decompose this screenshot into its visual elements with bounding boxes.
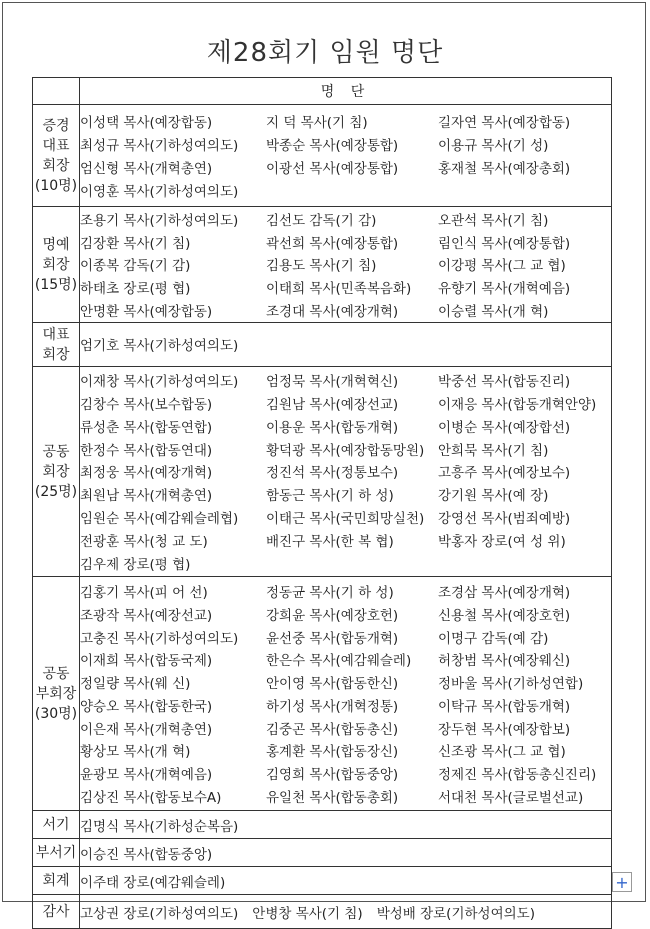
category-label: 부회장 — [35, 685, 77, 702]
member-name: 김명식 목사(기하성순복음) — [80, 818, 239, 835]
name-line — [80, 551, 611, 574]
member-name: 김장환 목사(기 침) — [80, 235, 191, 252]
member-name: 강영선 목사(범죄예방) — [438, 511, 571, 528]
name-line — [80, 415, 611, 438]
member-name: 홍계환 목사(합동장신) — [266, 744, 399, 761]
names-cell — [80, 105, 612, 207]
member-name: 하태초 장로(평 협) — [80, 281, 191, 298]
member-name: 배진구 목사(한 복 협) — [266, 533, 394, 550]
names-cell — [80, 323, 612, 367]
roster-table — [32, 77, 612, 929]
member-name: 류성춘 목사(합동연합) — [80, 419, 213, 436]
category-label: 대표 — [42, 137, 70, 154]
member-name: 조용기 목사(기하성여의도) — [80, 212, 239, 229]
group-row — [33, 367, 612, 577]
name-line — [80, 739, 611, 762]
name-line — [80, 133, 611, 156]
category-label: 명예 — [42, 236, 70, 253]
name-line — [80, 671, 611, 694]
name-line — [80, 716, 611, 739]
member-name: 이재창 목사(기하성여의도) — [80, 374, 239, 391]
member-name: 정제진 목사(합동총신진리) — [438, 767, 597, 784]
member-name: 정동균 목사(기 하 성) — [266, 584, 394, 601]
member-name: 이영훈 목사(기하성여의도) — [80, 183, 239, 200]
member-name: 박중선 목사(합동진리) — [438, 374, 571, 391]
member-name: 한은수 목사(예감웨슬레) — [266, 653, 412, 670]
member-name: 최정웅 목사(예장개혁) — [80, 465, 213, 482]
member-name: 이명구 감독(예 감) — [438, 630, 549, 647]
category-label: 회장 — [42, 463, 70, 480]
member-name: 장두현 목사(예장합보) — [438, 721, 571, 738]
name-line — [80, 253, 611, 276]
name-line — [80, 900, 611, 924]
member-name: 안병창 목사(기 침) — [252, 905, 363, 922]
member-name: 신조광 목사(그 교 협) — [438, 744, 566, 761]
member-name: 황덕광 목사(예장합동망원) — [266, 442, 425, 459]
name-line — [80, 230, 611, 253]
name-line — [80, 110, 611, 133]
name-line — [80, 869, 611, 893]
member-name: 유일천 목사(합동총회) — [266, 790, 399, 807]
member-name: 김중곤 목사(합동총신) — [266, 721, 399, 738]
member-name: 엄기호 목사(기하성여의도) — [80, 338, 239, 355]
member-name: 오관석 목사(기 침) — [438, 212, 549, 229]
group-row — [33, 207, 612, 323]
category-label: (25명) — [34, 483, 78, 500]
name-line — [80, 178, 611, 201]
member-name: 박성배 장로(기하성여의도) — [376, 905, 535, 922]
category-label: (15명) — [34, 276, 78, 293]
name-line — [80, 276, 611, 299]
member-name: 길자연 목사(예장합동) — [438, 115, 571, 132]
name-line — [80, 580, 611, 603]
category-label: (10명) — [34, 177, 78, 194]
member-name: 이병순 목사(예장합선) — [438, 419, 571, 436]
group-row — [33, 105, 612, 207]
member-name: 신용철 목사(예장호헌) — [438, 607, 571, 624]
names-cell — [80, 207, 612, 323]
member-name: 전광훈 목사(청 교 도) — [80, 533, 208, 550]
category-label: 공동 — [42, 665, 70, 682]
names-cell — [80, 811, 612, 839]
category-cell — [33, 367, 80, 577]
member-name: 김원남 목사(예장선교) — [266, 397, 399, 414]
member-name: 하기성 목사(개혁정통) — [266, 698, 399, 715]
category-cell: 서기 — [33, 811, 80, 839]
member-name: 곽선희 목사(예장통합) — [266, 235, 399, 252]
member-name: 황상모 목사(개 혁) — [80, 744, 191, 761]
member-name: 조경삼 목사(예장개혁) — [438, 584, 571, 601]
member-name: 김우제 장로(평 협) — [80, 556, 191, 573]
member-name: 이재희 목사(합동국제) — [80, 653, 213, 670]
category-cell — [33, 323, 80, 367]
member-name: 이태근 목사(국민희망실천) — [266, 511, 425, 528]
member-name: 윤광모 목사(개혁예음) — [80, 767, 213, 784]
member-name: 이태희 목사(민족복음화) — [266, 281, 412, 298]
member-name: 최성규 목사(기하성여의도) — [80, 138, 239, 155]
name-line — [80, 602, 611, 625]
member-name: 한정수 목사(합동연대) — [80, 442, 213, 459]
name-line — [80, 299, 611, 322]
member-name: 김창수 목사(보수합동) — [80, 397, 213, 414]
names-cell — [80, 367, 612, 577]
member-name: 이주태 장로(예감웨슬레) — [80, 874, 226, 891]
page-title: 제28회기 임원 명단 — [206, 38, 444, 68]
name-line — [80, 208, 611, 231]
member-name: 윤선중 목사(합동개혁) — [266, 630, 399, 647]
name-line — [80, 813, 611, 837]
member-name: 박종순 목사(예장통합) — [266, 138, 399, 155]
member-name: 이광선 목사(예장통합) — [266, 160, 399, 177]
name-line — [80, 460, 611, 483]
member-name: 조경대 목사(예장개혁) — [266, 304, 399, 321]
single-row — [33, 811, 612, 839]
member-name: 함동근 목사(기 하 성) — [266, 488, 394, 505]
category-cell — [33, 105, 80, 207]
category-cell — [33, 207, 80, 323]
member-name: 강희윤 목사(예장호헌) — [266, 607, 399, 624]
category-label: 증경 — [42, 117, 70, 134]
names-cell — [80, 839, 612, 867]
member-name: 이강평 목사(그 교 협) — [438, 258, 566, 275]
member-name: 박홍자 장로(여 성 위) — [438, 533, 566, 550]
member-name: 정진석 목사(정통보수) — [266, 465, 399, 482]
name-line — [80, 785, 611, 808]
member-name: 유향기 목사(개혁예음) — [438, 281, 571, 298]
member-name: 안희묵 목사(기 침) — [438, 442, 549, 459]
name-line — [80, 506, 611, 529]
member-name: 안명환 목사(예장합동) — [80, 304, 213, 321]
auditor-row — [33, 895, 612, 929]
category-cell: 회계 — [33, 867, 80, 895]
name-line — [80, 841, 611, 865]
single-row — [33, 839, 612, 867]
member-name: 이탁규 목사(합동개혁) — [438, 698, 571, 715]
category-label: 회장 — [42, 157, 70, 174]
name-line — [80, 762, 611, 785]
member-name: 양승오 목사(합동한국) — [80, 698, 213, 715]
member-name: 김홍기 목사(피 어 선) — [80, 584, 208, 601]
member-name: 이용규 목사(기 성) — [438, 138, 549, 155]
member-name: 이승렬 목사(개 혁) — [438, 304, 549, 321]
member-name: 지 덕 목사(기 침) — [266, 115, 368, 132]
names-cell — [80, 577, 612, 811]
member-name: 김상진 목사(합동보수A) — [80, 790, 222, 807]
member-name: 이용운 목사(합동개혁) — [266, 419, 399, 436]
name-line — [80, 156, 611, 179]
category-cell: 부서기 — [33, 839, 80, 867]
name-line — [80, 648, 611, 671]
member-name: 이재응 목사(합동개혁안양) — [438, 397, 597, 414]
name-line — [80, 437, 611, 460]
member-name: 서대천 목사(글로벌선교) — [438, 790, 584, 807]
member-name: 고충진 목사(기하성여의도) — [80, 630, 239, 647]
member-name: 홍재철 목사(예장총회) — [438, 160, 571, 177]
category-label: 대표 — [42, 326, 70, 343]
group-row — [33, 323, 612, 367]
category-cell: 감사 — [33, 895, 80, 929]
category-cell — [33, 577, 80, 811]
member-name: 림인식 목사(예장통합) — [438, 235, 571, 252]
name-line — [80, 392, 611, 415]
member-name: 임원순 목사(예감웨슬레협) — [80, 511, 239, 528]
member-name: 이종복 감독(기 감) — [80, 258, 191, 275]
name-line — [80, 369, 611, 392]
single-row — [33, 867, 612, 895]
name-line — [80, 483, 611, 506]
category-label: 공동 — [42, 443, 70, 460]
names-cell — [80, 895, 612, 929]
member-name: 김용도 목사(기 침) — [266, 258, 377, 275]
name-line — [80, 694, 611, 717]
member-name: 고흥주 목사(예장보수) — [438, 465, 571, 482]
header-blank-cell — [33, 78, 80, 105]
header-row — [33, 78, 612, 105]
member-name: 엄정묵 목사(개혁혁신) — [266, 374, 399, 391]
member-name: 이승진 목사(합동중앙) — [80, 846, 213, 863]
category-label: 회장 — [42, 256, 70, 273]
plus-icon: + — [615, 873, 629, 892]
member-name: 이은재 목사(개혁총연) — [80, 721, 213, 738]
header-label: 명 단 — [80, 78, 612, 105]
expand-button[interactable] — [612, 872, 632, 892]
group-row — [33, 577, 612, 811]
member-name: 김영희 목사(합동중앙) — [266, 767, 399, 784]
member-name: 강기원 목사(예 장) — [438, 488, 549, 505]
member-name: 안이영 목사(합동한신) — [266, 676, 399, 693]
member-name: 허창범 목사(예장웨신) — [438, 653, 571, 670]
name-line — [80, 528, 611, 551]
member-name: 김선도 감독(기 감) — [266, 212, 377, 229]
member-name: 정바울 목사(기하성연합) — [438, 676, 584, 693]
member-name: 엄신형 목사(개혁총연) — [80, 160, 213, 177]
category-label: (30명) — [34, 705, 78, 722]
member-name: 정일량 목사(웨 신) — [80, 676, 191, 693]
names-cell — [80, 867, 612, 895]
name-line — [80, 625, 611, 648]
member-name: 최원남 목사(개혁총연) — [80, 488, 213, 505]
category-label: 회장 — [42, 346, 70, 363]
member-name: 조광작 목사(예장선교) — [80, 607, 213, 624]
name-line — [80, 333, 611, 356]
member-name: 이성택 목사(예장합동) — [80, 115, 213, 132]
member-name: 고상권 장로(기하성여의도) — [80, 905, 239, 922]
